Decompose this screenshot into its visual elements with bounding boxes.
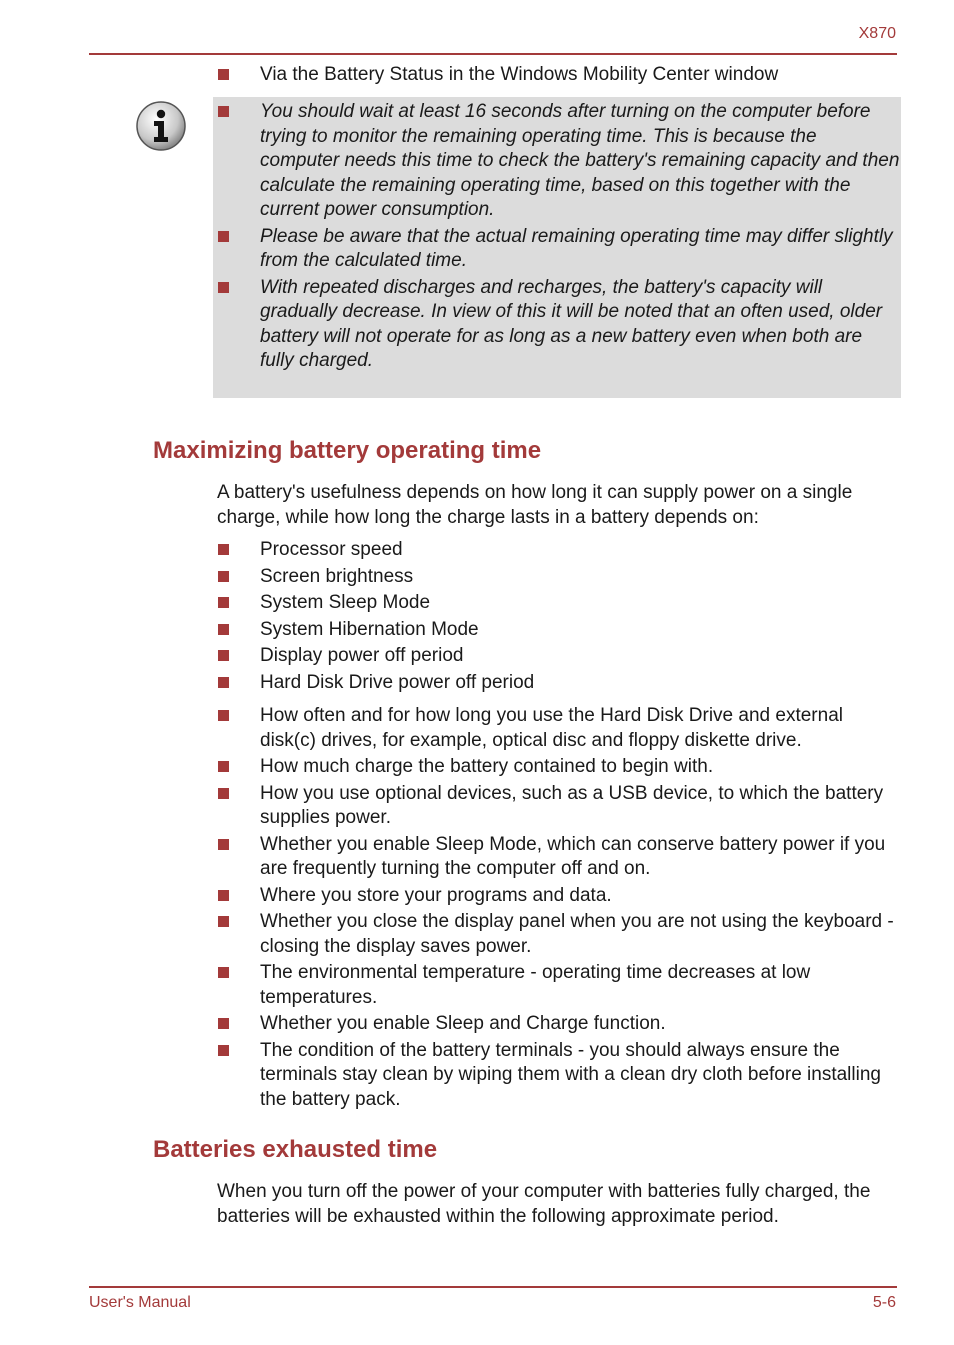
list-item: Whether you enable Sleep Mode, which can conserve battery power if you are frequently turning the computer off and on. — [217, 833, 897, 882]
bullet-square-icon — [218, 1045, 229, 1056]
bullet-square-icon — [218, 106, 229, 117]
list-item: How often and for how long you use the Hard Disk Drive and external disk(c) drives, for example, optical disc and floppy diskette drive. — [217, 704, 897, 753]
info-icon — [135, 100, 187, 152]
list-item: Whether you close the display panel when you are not using the keyboard - closing the display saves power. — [217, 910, 897, 959]
footer-manual-title: User's Manual — [89, 1294, 191, 1311]
note-item: With repeated discharges and recharges, the battery's capacity will gradually decrease. In view of this it will be noted that an often used, older battery will not operate for as long as a new battery even when both are fully charged. — [217, 276, 901, 374]
factor-list — [217, 538, 897, 697]
list-item: Hard Disk Drive power off period — [217, 671, 897, 696]
bullet-square-icon — [218, 788, 229, 799]
bullet-square-icon — [218, 761, 229, 772]
bullet-square-icon — [218, 710, 229, 721]
list-item: Whether you enable Sleep and Charge function. — [217, 1012, 897, 1037]
header-model: X870 — [858, 25, 896, 42]
bullet-square-icon — [218, 967, 229, 978]
bullet-square-icon — [218, 1018, 229, 1029]
list-item: System Sleep Mode — [217, 591, 897, 616]
list-item: How much charge the battery contained to begin with. — [217, 755, 897, 780]
bullet-square-icon — [218, 231, 229, 242]
list-item: Processor speed — [217, 538, 897, 563]
list-item: System Hibernation Mode — [217, 618, 897, 643]
bullet-square-icon — [218, 624, 229, 635]
list-item: The condition of the battery terminals - you should always ensure the terminals stay clean by wiping them with a clean dry cloth before installing the battery pack. — [217, 1039, 897, 1113]
header-rule — [89, 53, 897, 55]
bullet-square-icon — [218, 597, 229, 608]
list-item: The environmental temperature - operating time decreases at low temperatures. — [217, 961, 897, 1010]
bullet-square-icon — [218, 571, 229, 582]
list-item: Display power off period — [217, 644, 897, 669]
top-bullet-list — [217, 63, 897, 90]
bullet-square-icon — [218, 282, 229, 293]
note-list — [217, 100, 901, 376]
list-item: Via the Battery Status in the Windows Mobility Center window — [217, 63, 897, 88]
bullet-square-icon — [218, 69, 229, 80]
section-intro: When you turn off the power of your computer with batteries fully charged, the batteries will be exhausted within the following approximate period. — [217, 1181, 871, 1227]
page-number: 5-6 — [872, 1294, 896, 1311]
bullet-square-icon — [218, 544, 229, 555]
note-item: Please be aware that the actual remaining operating time may differ slightly from the calculated time. — [217, 225, 901, 274]
list-item: Screen brightness — [217, 565, 897, 590]
bullet-square-icon — [218, 839, 229, 850]
list-item: Where you store your programs and data. — [217, 884, 897, 909]
usage-factor-list — [217, 704, 897, 1114]
bullet-square-icon — [218, 677, 229, 688]
note-item: You should wait at least 16 seconds after turning on the computer before trying to monitor the remaining operating time. This is because the computer needs this time to check the battery's remaining capacity and then calculate the remaining operating time, based on this together with the current power consumption. — [217, 100, 901, 223]
footer-rule — [89, 1286, 897, 1288]
list-item: How you use optional devices, such as a USB device, to which the battery supplies power. — [217, 782, 897, 831]
bullet-square-icon — [218, 650, 229, 661]
section-heading: Batteries exhausted time — [153, 1136, 438, 1163]
bullet-square-icon — [218, 890, 229, 901]
section-intro: A battery's usefulness depends on how long it can supply power on a single charge, while how long the charge lasts in a battery depends on: — [217, 482, 853, 528]
section-heading: Maximizing battery operating time — [153, 437, 542, 464]
bullet-square-icon — [218, 916, 229, 927]
